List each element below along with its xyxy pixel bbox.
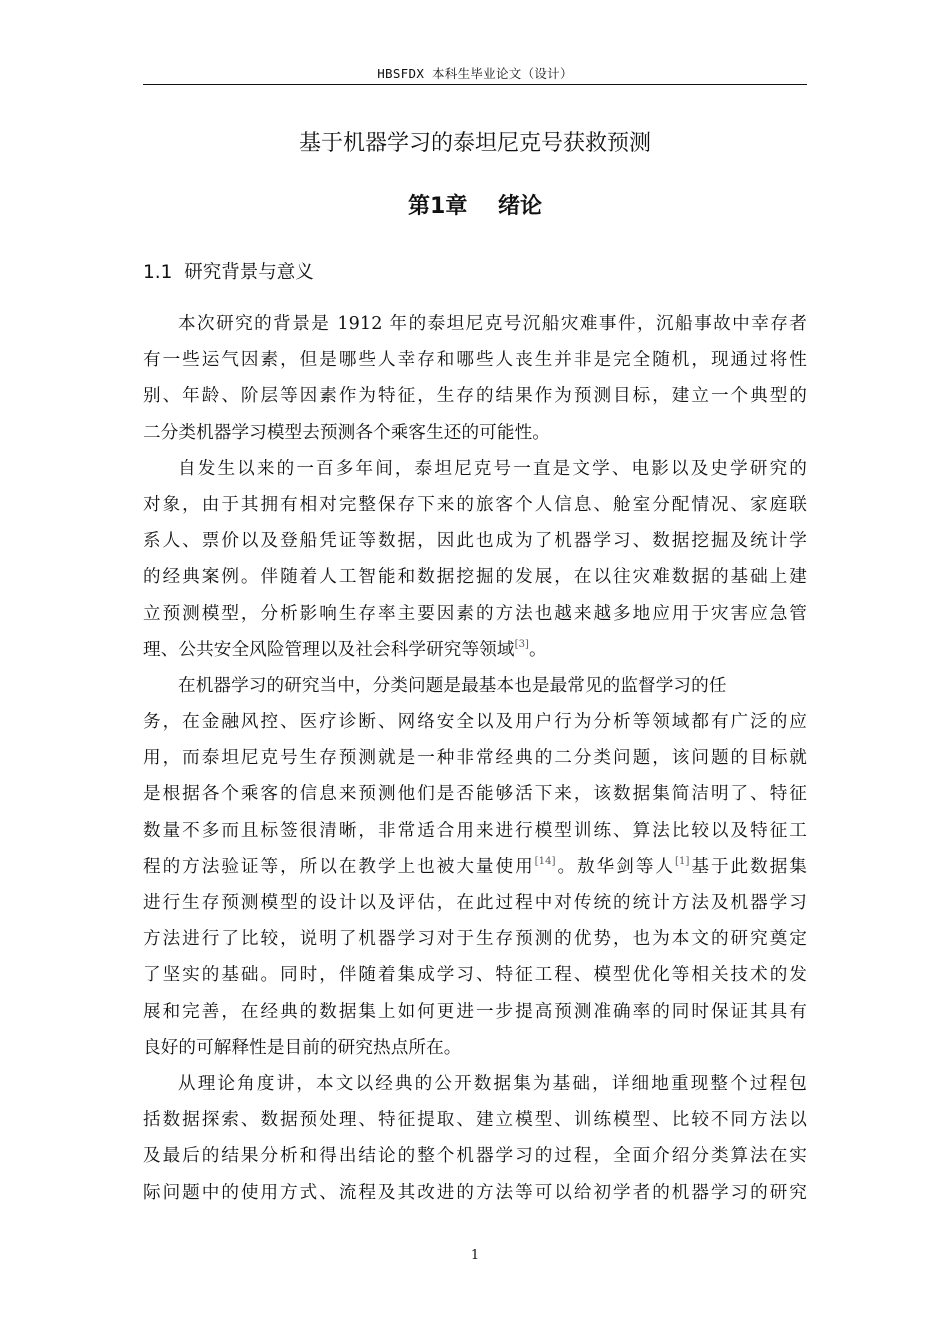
chapter-heading bbox=[143, 189, 807, 220]
line-text: 程的方法验证等，所以在教学上也被大量使用 bbox=[143, 856, 535, 877]
body-text bbox=[143, 306, 807, 1211]
paragraph-line: 在机器学习的研究当中，分类问题是最基本也是最常见的监督学习的任 bbox=[178, 675, 727, 696]
paragraph-line: 进行生存预测模型的设计以及评估，在此过程中对传统的统计方法及机器学习 bbox=[143, 893, 807, 913]
section-number: 1.1 bbox=[143, 262, 173, 283]
section-heading bbox=[143, 258, 314, 284]
chapter-number: 第1章 bbox=[408, 194, 468, 219]
paragraph-line: 对象，由于其拥有相对完整保存下来的旅客个人信息、舱室分配情况、家庭联 bbox=[143, 494, 807, 515]
paragraph-line: 系人、票价以及登船凭证等数据，因此也成为了机器学习、数据挖掘及统计学 bbox=[143, 531, 807, 552]
citation-marker: [14] bbox=[534, 855, 556, 867]
paragraph-line bbox=[143, 632, 807, 668]
thesis-title: 基于机器学习的泰坦尼克号获救预测 bbox=[298, 131, 651, 156]
paragraph-line: 立预测模型，分析影响生存率主要因素的方法也越来越多地应用于灾害应急管 bbox=[143, 603, 807, 624]
paragraph-line: 本次研究的背景是 1912 年的泰坦尼克号沉船灾难事件，沉船事故中幸存者 bbox=[178, 314, 807, 334]
paragraph-line: 及最后的结果分析和得出结论的整个机器学习的过程，全面介绍分类算法在实 bbox=[143, 1146, 807, 1167]
paragraph-line: 良好的可解释性是目前的研究热点所在。 bbox=[143, 1037, 462, 1058]
running-header: HBSFDX 本科生毕业论文（设计） bbox=[377, 66, 573, 81]
paragraph-line: 从理论角度讲，本文以经典的公开数据集为基础，详细地重现整个过程包 bbox=[178, 1073, 807, 1094]
line-text: 。敖华剑等人 bbox=[555, 856, 676, 877]
paragraph-line: 别、年龄、阶层等因素作为特征，生存的结果作为预测目标，建立一个典型的 bbox=[143, 386, 807, 407]
citation-marker: [1] bbox=[675, 855, 690, 867]
paragraph-line: 方法进行了比较，说明了机器学习对于生存预测的优势，也为本文的研究奠定 bbox=[143, 929, 807, 950]
paragraph-line: 用，而泰坦尼克号生存预测就是一种非常经典的二分类问题，该问题的目标就 bbox=[143, 748, 807, 769]
paragraph-line: 括数据探索、数据预处理、特征提取、建立模型、训练模型、比较不同方法以 bbox=[143, 1110, 807, 1131]
paragraph-line: 数量不多而且标签很清晰，非常适合用来进行模型训练、算法比较以及特征工 bbox=[143, 820, 807, 841]
line-text: 。 bbox=[529, 639, 547, 660]
paragraph-line: 展和完善，在经典的数据集上如何更进一步提高预测准确率的同时保证其具有 bbox=[143, 1001, 807, 1022]
paragraph-line: 二分类机器学习模型去预测各个乘客生还的可能性。 bbox=[143, 422, 550, 443]
section-title: 研究背景与意义 bbox=[184, 262, 314, 283]
paragraph-line: 有一些运气因素，但是哪些人幸存和哪些人丧生并非是完全随机，现通过将性 bbox=[143, 350, 807, 371]
citation-marker: [3] bbox=[514, 638, 530, 650]
paragraph-line: 了坚实的基础。同时，伴随着集成学习、特征工程、模型优化等相关技术的发 bbox=[143, 965, 807, 986]
page-number: 1 bbox=[470, 1248, 480, 1263]
paragraph-line: 务，在金融风控、医疗诊断、网络安全以及用户行为分析等领域都有广泛的应 bbox=[143, 712, 807, 733]
paragraph-line: 自发生以来的一百多年间，泰坦尼克号一直是文学、电影以及史学研究的 bbox=[178, 458, 807, 479]
paragraph-line bbox=[143, 849, 807, 885]
chapter-name: 绪论 bbox=[497, 194, 542, 219]
line-text: 理、公共安全风险管理以及社会科学研究等领域 bbox=[143, 639, 515, 660]
header-rule bbox=[143, 84, 807, 85]
paragraph-line: 的经典案例。伴随着人工智能和数据挖掘的发展，在以往灾难数据的基础上建 bbox=[143, 567, 807, 588]
paragraph-line: 是根据各个乘客的信息来预测他们是否能够活下来，该数据集简洁明了、特征 bbox=[143, 784, 807, 805]
paragraph-line: 际问题中的使用方式、流程及其改进的方法等可以给初学者的机器学习的研究 bbox=[143, 1182, 807, 1203]
line-text: 基于此数据集 bbox=[689, 856, 807, 877]
